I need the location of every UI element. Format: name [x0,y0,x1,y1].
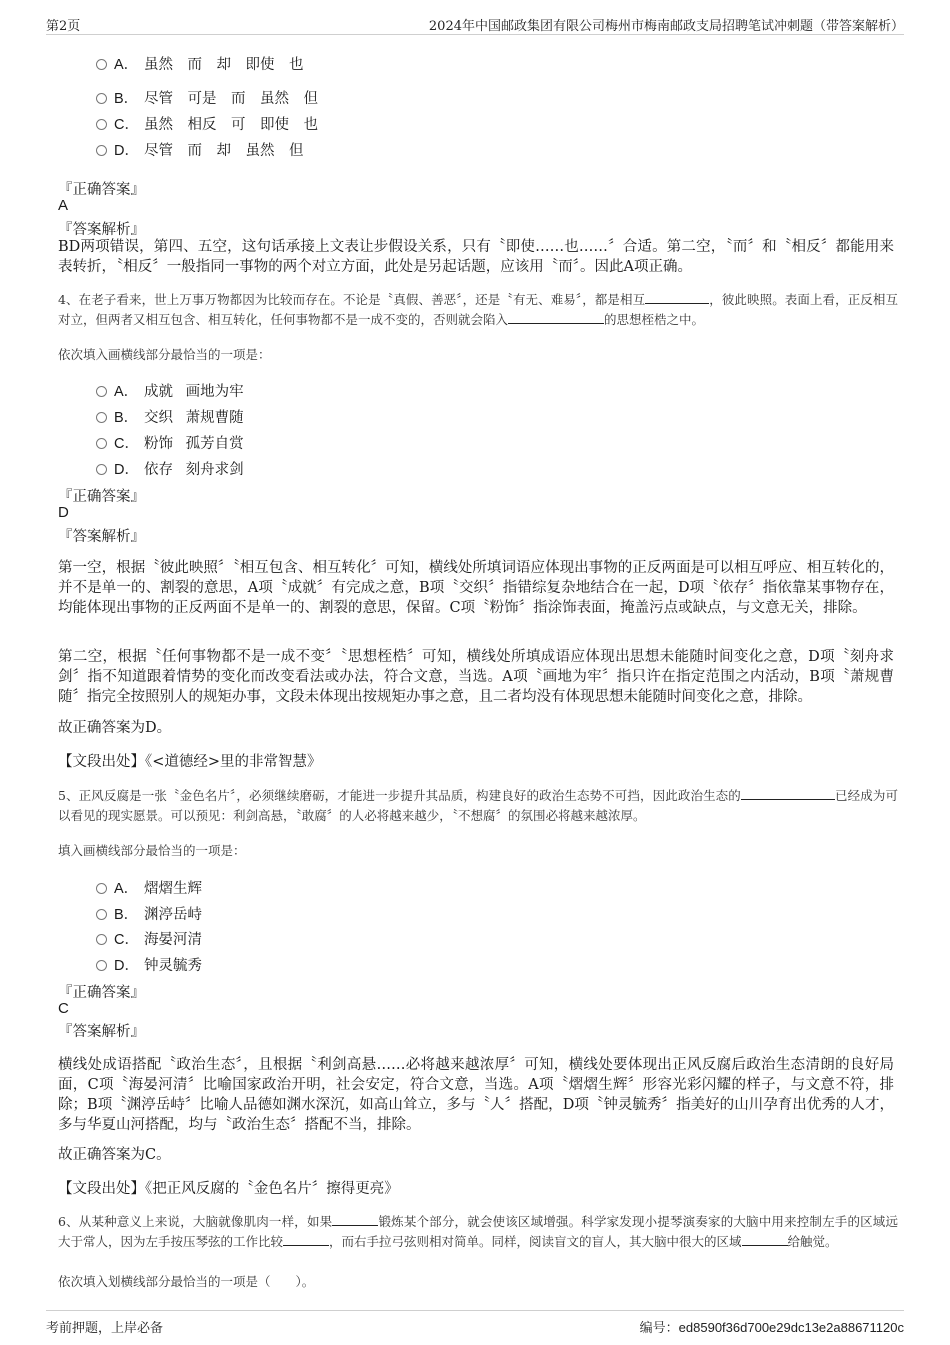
q4-analysis-label: 『答案解析』 [58,529,145,545]
blank-line [283,1233,329,1246]
q5-option-b[interactable]: B． 渊渟岳峙 [96,902,105,924]
q5-stem: 5、正风反腐是一张〝金色名片〞，必须继续磨砺，才能进一步提升其品质，构建良好的政治生态势不可挡，因此政治生态的 已经成为可以看见的现实愿景。可以预见：利剑高悬，〝敢腐〞的人必将越来越少，〝不想腐〞的氛围必将越来越浓厚。 [58,788,898,823]
radio-icon[interactable] [96,145,107,156]
q3-analysis-label: 『答案解析』 [58,222,145,238]
radio-icon[interactable] [96,438,107,449]
q6-stem: 6、从某种意义上来说，大脑就像肌肉一样，如果 锻炼某个部分，就会使该区域增强。科学家发现小提琴演奏家的大脑中用来控制左手的区域远大于常人，因为左手按压琴弦的工作比较 ，而右手拉弓弦则相对简单。同样，阅读盲文的盲人，其大脑中很大的区域 给触觉。 [58,1214,898,1249]
q4-stem: 4、在老子看来，世上万事万物都因为比较而存在。不论是〝真假、善恶〞，还是〝有无、难易〞，都是相互 ，彼此映照。表面上看，正反相互对立，但两者又相互包含、相互转化，任何事物都不是一成不变的，否则就会陷入 的思想桎梏之中。 [58,292,898,327]
q5-answer: C [58,1000,69,1017]
radio-icon[interactable] [96,412,107,423]
page-header [46,12,904,35]
radio-icon[interactable] [96,934,107,945]
blank-line [741,787,835,800]
q5-answer-label: 『正确答案』 [58,985,145,1001]
q6-instruction: 依次填入划横线部分最恰当的一项是（ ）。 [58,1274,315,1289]
q5-option-d[interactable]: D． 钟灵毓秀 [96,953,105,975]
q4-instruction: 依次填入画横线部分最恰当的一项是： [58,347,271,362]
blank-line [645,291,709,304]
page-number: 第2页 [46,19,81,34]
q3-option-d[interactable]: D． 尽管 而 却 虽然 但 [96,138,105,160]
q5-option-a[interactable]: A． 熠熠生辉 [96,876,105,898]
radio-icon[interactable] [96,93,107,104]
q4-option-a[interactable]: A． 成就 画地为牢 [96,379,105,401]
radio-icon[interactable] [96,386,107,397]
q5-source: 【文段出处】《把正风反腐的〝金色名片〞擦得更亮》 [58,1181,399,1197]
radio-icon[interactable] [96,909,107,920]
radio-icon[interactable] [96,119,107,130]
q3-answer-label: 『正确答案』 [58,182,145,198]
footer-slogan: 考前押题，上岸必备 [46,1321,164,1336]
q4-answer: D [58,504,69,521]
q3-option-a[interactable]: A． 虽然 而 却 即使 也 [96,52,105,74]
q4-option-c[interactable]: C． 粉饰 孤芳自赏 [96,431,105,453]
document-title: 2024年中国邮政集团有限公司梅州市梅南邮政支局招聘笔试冲刺题（带答案解析） [428,19,904,34]
q3-answer: A [58,197,69,214]
q5-instruction: 填入画横线部分最恰当的一项是： [58,843,246,858]
footer-id: 编号：ed8590f36d700e29dc13e2a88671120c [639,1320,904,1335]
radio-icon[interactable] [96,464,107,475]
blank-line [742,1233,788,1246]
q4-option-d[interactable]: D． 依存 刻舟求剑 [96,457,105,479]
q4-option-b[interactable]: B． 交织 萧规曹随 [96,405,105,427]
blank-line [332,1213,378,1226]
radio-icon[interactable] [96,59,107,70]
page-footer [46,1310,904,1339]
q4-source: 【文段出处】《<道德经>里的非常智慧》 [58,754,322,770]
q3-analysis: BD两项错误，第四、五空，这句话承接上文表让步假设关系，只有〝即使……也……〞合适。第二空，〝而〞和〝相反〞都能用来表转折，〝相反〞一般指同一事物的两个对立方面，此处是另起话题，应该用〝而〞。因此A项正确。 [58,239,894,275]
q5-analysis-p1: 横线处成语搭配〝政治生态〞，且根据〝利剑高悬……必将越来越浓厚〞可知，横线处要体现出正风反腐后政治生态清朗的良好局面，C项〝海晏河清〞比喻国家政治开明，社会安定，符合文意，当选。A项〝熠熠生辉〞形容光彩闪耀的样子，与文意不符，排除；B项〝渊渟岳峙〞比喻人品德如渊水深沉，如高山耸立，多与〝人〞搭配，D项〝钟灵毓秀〞指美好的山川孕育出优秀的人才，多与华夏山河搭配，均与〝政治生态〞搭配不当，排除。 [58,1057,894,1133]
radio-icon[interactable] [96,883,107,894]
radio-icon[interactable] [96,960,107,971]
q4-conclusion: 故正确答案为D。 [58,720,172,736]
blank-line [508,311,604,324]
q3-option-c[interactable]: C． 虽然 相反 可 即使 也 [96,112,105,134]
q4-analysis-p2: 第二空，根据〝任何事物都不是一成不变〞〝思想桎梏〞可知，横线处所填成语应体现出思想未能随时间变化之意，D项〝刻舟求剑〞指不知道跟着情势的变化而改变看法或办法，符合文意，当选。A项〝画地为牢〞指只许在指定范围之内活动，B项〝萧规曹随〞指完全按照别人的规矩办事，文段未体现出按规矩办事之意，且二者均没有体现思想未能随时间变化之意，排除。 [58,649,894,705]
q3-option-b[interactable]: B． 尽管 可是 而 虽然 但 [96,86,105,108]
q4-analysis-p1: 第一空，根据〝彼此映照〞〝相互包含、相互转化〞可知，横线处所填词语应体现出事物的正反两面是可以相互呼应、相互转化的，并不是单一的、割裂的意思，A项〝成就〞有完成之意，B项〝交织〞指错综复杂地结合在一起，D项〝依存〞指依靠某事物存在，均能体现出事物的正反两面不是单一的、割裂的意思，保留。C项〝粉饰〞指涂饰表面，掩盖污点或缺点，与文意无关，排除。 [58,560,894,616]
q5-conclusion: 故正确答案为C。 [58,1147,171,1163]
q5-option-c[interactable]: C． 海晏河清 [96,927,105,949]
q5-analysis-label: 『答案解析』 [58,1024,145,1040]
q4-answer-label: 『正确答案』 [58,489,145,505]
